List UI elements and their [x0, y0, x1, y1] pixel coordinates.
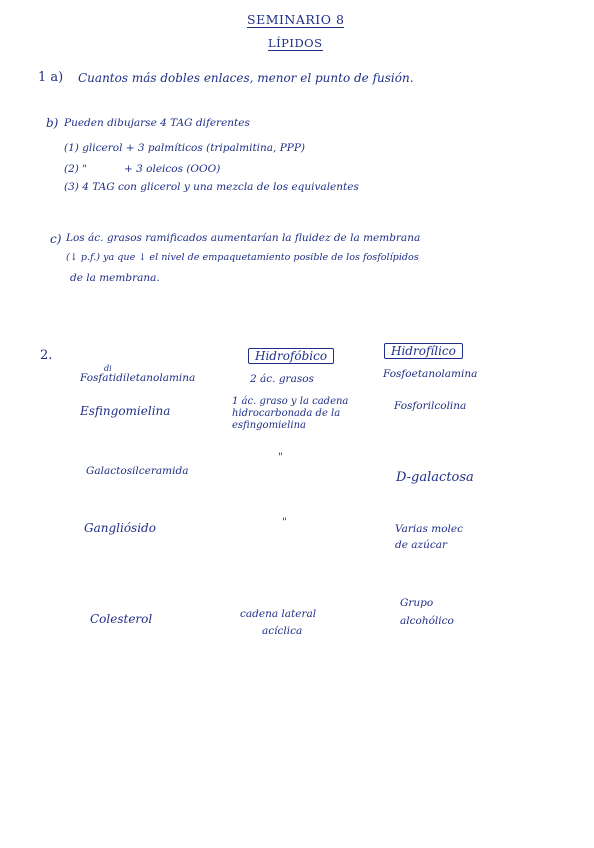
q1b-item-2a: (2) " — [64, 163, 88, 175]
row-name: Colesterol — [90, 612, 153, 626]
page-subtitle: LÍPIDOS — [268, 36, 323, 50]
q1c-label: c) — [50, 232, 62, 246]
row-hydrophobic-line: hidrocarbonada de la — [232, 408, 341, 419]
q1c-line-1: Los ác. grasos ramificados aumentarían la fluidez de la membrana — [66, 232, 421, 244]
row-hydrophobic-line: esfingomielina — [232, 420, 306, 431]
q1a-text: Cuantos más dobles enlaces, menor el punto de fusión. — [78, 71, 414, 85]
q2-number: 2. — [40, 348, 53, 363]
row-hydrophobic — [232, 396, 348, 432]
row-hydrophobic-line: 1 ác. graso y la cadena — [232, 396, 349, 407]
row-hydrophilic-line: Varias molec — [395, 523, 463, 535]
row-hydrophilic-line: de azúcar — [395, 539, 447, 551]
q1c-line-3: de la membrana. — [70, 272, 160, 284]
row-hydrophilic-line: Grupo — [400, 597, 434, 609]
q1c-line-2: (↓ p.f.) ya que ↓ el nivel de empaquetamiento posible de los fosfolípidos — [66, 252, 419, 263]
row-name: Gangliósido — [84, 521, 156, 535]
row-hydrophilic: D-galactosa — [396, 470, 474, 485]
row-hydrophobic — [240, 606, 316, 640]
q1a-number: 1 a) — [38, 70, 64, 85]
q1b-item-1: (1) glicerol + 3 palmíticos (tripalmitina, PPP) — [64, 142, 306, 154]
row-name: Esfingomielina — [80, 404, 171, 418]
row-hydrophilic-line: alcohólico — [400, 615, 454, 627]
page-title: SEMINARIO 8 — [247, 12, 345, 27]
q1b-text: Pueden dibujarse 4 TAG diferentes — [64, 117, 250, 129]
row-name: Galactosilceramida — [86, 465, 189, 477]
q1b-item-2b: + 3 oleicos (OOO) — [124, 163, 221, 175]
row-hydrophobic: 2 ác. grasos — [250, 373, 314, 385]
row-hydrophobic: " — [278, 451, 283, 463]
row-hydrophobic: " — [282, 516, 287, 528]
column-hydrophilic: Hidrofílico — [384, 343, 463, 359]
row-hydrophilic — [395, 521, 463, 553]
row-name: Fosfatidiletanolamina — [80, 372, 196, 384]
row-hydrophilic: Fosforilcolina — [394, 400, 467, 412]
row-hydrophobic-line: acíclica — [262, 625, 303, 637]
q1b-label: b) — [46, 116, 59, 130]
row-hydrophobic-line: cadena lateral — [240, 608, 317, 620]
row-hydrophilic: Fosfoetanolamina — [383, 368, 478, 380]
column-hydrophobic: Hidrofóbico — [248, 348, 334, 364]
row-hydrophilic — [400, 594, 454, 630]
row-name-note: di — [104, 364, 112, 373]
q1b-item-3: (3) 4 TAG con glicerol y una mezcla de los equivalentes — [64, 181, 359, 193]
